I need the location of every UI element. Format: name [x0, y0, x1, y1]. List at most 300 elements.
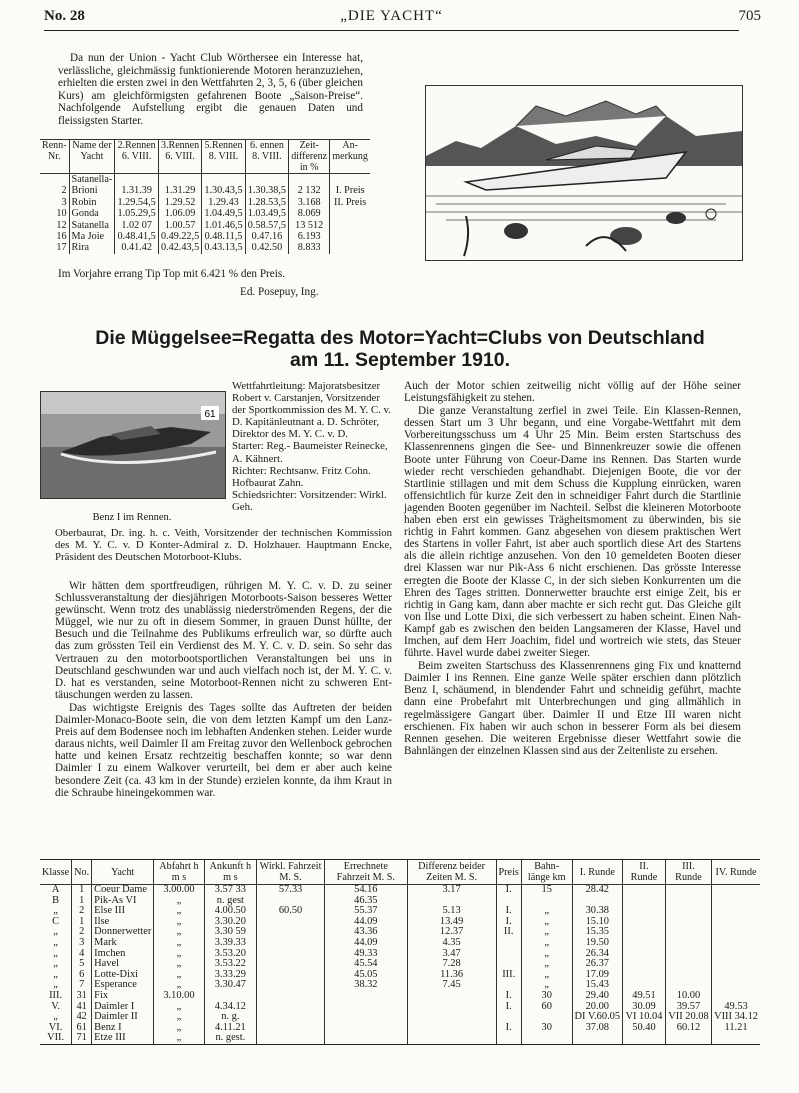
- table-cell: 1.03.49,5: [245, 208, 288, 219]
- table-cell: 0.42.50: [245, 242, 288, 253]
- table-cell: I.: [496, 1002, 521, 1013]
- table-cell: [712, 938, 760, 949]
- season-prize-table: [40, 139, 370, 254]
- table-cell: II. Preis: [330, 197, 370, 208]
- table-cell: 0.41.42: [115, 242, 158, 253]
- table-cell: „: [154, 959, 204, 970]
- table-cell: [665, 927, 711, 938]
- column-header: Name der Yacht: [69, 140, 115, 174]
- column-header: Bahn-länge km: [521, 860, 572, 885]
- column-header: II. Runde: [623, 860, 666, 885]
- table-cell: 7.45: [407, 980, 496, 991]
- table-cell: [330, 208, 370, 219]
- table-cell: 43.36: [324, 927, 407, 938]
- table-cell: [289, 174, 330, 186]
- table-cell: 10.00: [665, 991, 711, 1002]
- table-cell: [712, 1033, 760, 1044]
- table-row: [40, 1033, 760, 1044]
- table-cell: [257, 1023, 325, 1034]
- table-cell: [712, 906, 760, 917]
- table-cell: [257, 980, 325, 991]
- table-cell: „: [53, 1011, 58, 1023]
- table-cell: Satanella: [69, 220, 115, 231]
- table-cell: 8.069: [289, 208, 330, 219]
- table-cell: VII 20.08: [665, 1012, 711, 1023]
- table-cell: „: [154, 927, 204, 938]
- table-cell: „: [154, 970, 204, 981]
- table-cell: 26.37: [572, 959, 623, 970]
- paragraph: Auch der Motor schien zeitweilig nicht völlig auf der Höhe seiner Leistungsfähigkeit zu stehen.: [404, 380, 741, 405]
- table-cell: [623, 970, 666, 981]
- table-cell: [572, 1033, 623, 1044]
- table-cell: 3: [61, 196, 67, 208]
- table-cell: „: [154, 896, 204, 907]
- table-cell: Ma Joie: [69, 231, 115, 242]
- table-cell: 41: [72, 1002, 92, 1013]
- table-row: [40, 1023, 760, 1034]
- table-cell: „: [521, 938, 572, 949]
- page-number: 705: [738, 8, 761, 24]
- table-cell: „: [154, 917, 204, 928]
- table-cell: 0.48.41,5: [115, 231, 158, 242]
- table-cell: [665, 896, 711, 907]
- column-header: Ankunft h m s: [204, 860, 257, 885]
- table-cell: Donnerwetter: [92, 927, 154, 938]
- table-cell: 4.34.12: [204, 1002, 257, 1013]
- table-cell: [712, 927, 760, 938]
- table-cell: Daimler II: [92, 1012, 154, 1023]
- table-cell: [257, 917, 325, 928]
- table-cell: [330, 242, 370, 253]
- table-cell: [324, 1002, 407, 1013]
- table-row: [40, 949, 760, 960]
- table-cell: [324, 1012, 407, 1023]
- table-cell: 1.02 07: [115, 220, 158, 231]
- column-header: Errechnete Fahrzeit M. S.: [324, 860, 407, 885]
- table-cell: Fix: [92, 991, 154, 1002]
- committee-block: [232, 380, 392, 513]
- table-row: [40, 927, 760, 938]
- column-header: Renn-Nr.: [40, 140, 69, 174]
- table-cell: 60.50: [257, 906, 325, 917]
- table-cell: [204, 991, 257, 1002]
- table-cell: 46.35: [324, 896, 407, 907]
- table-cell: 42: [72, 1012, 92, 1023]
- table-cell: 30.38: [572, 906, 623, 917]
- table-cell: [623, 896, 666, 907]
- table-cell: 10: [56, 208, 67, 220]
- table-cell: [665, 949, 711, 960]
- table-cell: „: [521, 927, 572, 938]
- table-row: [40, 220, 370, 231]
- table-cell: 1: [72, 917, 92, 928]
- table-cell: [202, 174, 245, 186]
- table-cell: [623, 917, 666, 928]
- table-cell: DI V.60.05: [572, 1012, 623, 1023]
- table-cell: [407, 1012, 496, 1023]
- table-cell: [665, 885, 711, 896]
- paragraph: Die ganze Veranstaltung zerfiel in zwei Teile. Ein Klassen-Rennen, dessen Start um 3 Uhr begann, und eine Vorgabe-Wettfahrt mit dem Vorbereitungsschuss um 4 Uhr 25 Min. Beim ersten Startschuss des Klassenrennens gingen die See- und Binnenkreuzer sowie die offenen Boote unter Führung von Coeur-Dame ins Rennen. Das Starten wurde wieder recht verschieden gehandhabt. Diejenigen Boote, die vor der Startlinie stillagen und mit dem Schuss die Kupplung einrücken, waren offensichtlich für kurze Zeit den in schneidiger Fahrt durch die Startlinie jagenden Booten gegenüber im Nachteil. Selbst die kleineren Motorboote haben eben erst ein gewisses Trägheitsmoment zu überwinden, bis sie richtig in Fahrt kommen. Ganz abgesehen von diesem praktischen Wert des Startens in voller Fahrt, ist aber auch sportlich diese Art des Startens als die allein richtige anzusehen. Von den 10 gemeldeten Booten dieser drei Klassen war nur Pik-Ass 6 nicht erschienen. Das grösste Interesse erregten die Boote der Klasse C, in der sich sieben Konkurrenten um die Ehren des Tages stritten. Donnerwetter brauchte erst einige Zeit, bis er richtig in Gang kam, dann aber machte er sich recht gut. Das Gleiche gilt von Ilse und Lotte Dixi, die sich verbessert zu haben scheint. Einen Nah-Kampf gab es zwischen den beiden Langsameren der Klasse, Havel und Imchen, auf dem Herr Joachim, fidel und wortreich wie stets, das Steuer führte. Havel wurde dabei zweiter Sieger.: [404, 405, 741, 660]
- table-cell: 1.29.54,5: [115, 197, 158, 208]
- table-cell: 1.31.39: [115, 185, 158, 196]
- table-cell: 7.28: [407, 959, 496, 970]
- table-cell: [712, 991, 760, 1002]
- table-row: [40, 197, 370, 208]
- table-cell: I.: [496, 917, 521, 928]
- column-header: 6. ennen 8. VIII.: [245, 140, 288, 174]
- table-cell: [665, 938, 711, 949]
- table-cell: [712, 959, 760, 970]
- table-row: [40, 970, 760, 981]
- table-cell: 29.40: [572, 991, 623, 1002]
- table-cell: 3.57 33: [204, 885, 257, 896]
- column-header: I. Runde: [572, 860, 623, 885]
- table-cell: 12.37: [407, 927, 496, 938]
- column-header: An-merkung: [330, 140, 370, 174]
- table-cell: [623, 927, 666, 938]
- committee-starter: Starter: Reg.- Baumeister Reinecke, A. Kähnert.: [232, 440, 388, 465]
- table-cell: [623, 906, 666, 917]
- table-cell: VI 10.04: [623, 1012, 666, 1023]
- table-cell: „: [53, 968, 58, 980]
- table-cell: 1.31.29: [158, 185, 201, 196]
- table-header-row: [40, 140, 370, 174]
- table-cell: 28.42: [572, 885, 623, 896]
- table-cell: 2: [61, 185, 67, 197]
- table-row: [40, 174, 370, 186]
- table-header-row: [40, 860, 760, 885]
- table-cell: [407, 1002, 496, 1013]
- table-cell: 15.43: [572, 980, 623, 991]
- table-cell: 5.13: [407, 906, 496, 917]
- table-cell: [257, 1012, 325, 1023]
- table-cell: 61: [72, 1023, 92, 1034]
- table-cell: 0.58.57,5: [245, 220, 288, 231]
- table-cell: Rira: [69, 242, 115, 253]
- table-cell: [257, 938, 325, 949]
- table-row: [40, 991, 760, 1002]
- author-signature: Ed. Posepuy, Ing.: [240, 286, 319, 298]
- table-cell: [623, 1033, 666, 1044]
- article-column-2: [404, 380, 741, 758]
- table-cell: 1: [72, 885, 92, 896]
- table-footnote: Im Vorjahre errang Tip Top mit 6.421 % den Preis.: [58, 268, 285, 280]
- table-cell: 3.47: [407, 949, 496, 960]
- table-cell: [40, 174, 69, 186]
- table-cell: [330, 231, 370, 242]
- table-cell: 1: [72, 896, 92, 907]
- table-cell: 3.30 59: [204, 927, 257, 938]
- table-cell: „: [53, 958, 58, 970]
- table-cell: n. gest: [204, 896, 257, 907]
- table-cell: 44.09: [324, 917, 407, 928]
- committee-continued: Oberbaurat, Dr. ing. h. c. Veith, Vorsitzender der technischen Kommission des M. Y. C. v. D Konter-Admiral z. D. Holzhauer. Hauptmann Encke, Präsident des Deutschen Motorboot-Klubs.: [55, 527, 392, 564]
- table-cell: 3.30.20: [204, 917, 257, 928]
- table-cell: „: [154, 980, 204, 991]
- table-cell: „: [53, 926, 58, 938]
- column-header: 5.Rennen 8. VIII.: [202, 140, 245, 174]
- page-header: [44, 8, 761, 31]
- table-cell: 3.53.22: [204, 959, 257, 970]
- race-photo: [40, 391, 226, 499]
- table-cell: „: [154, 1023, 204, 1034]
- table-cell: [115, 174, 158, 186]
- title-line-2: am 11. September 1910.: [289, 349, 511, 371]
- table-cell: 60: [521, 1002, 572, 1013]
- table-cell: „: [521, 917, 572, 928]
- photo-boat-number: 61: [204, 409, 216, 420]
- table-cell: VI.: [48, 1021, 63, 1033]
- table-cell: 57.33: [257, 885, 325, 896]
- table-row: [40, 959, 760, 970]
- table-cell: 7: [72, 980, 92, 991]
- table-cell: „: [521, 980, 572, 991]
- title-line-1: Die Müggelsee=Regatta des Motor=Yacht=Clubs von Deutschland: [95, 327, 705, 349]
- table-cell: „: [154, 1012, 204, 1023]
- table-cell: A: [51, 884, 60, 895]
- table-cell: 2 132: [289, 185, 330, 196]
- paragraph: Beim zweiten Startschuss des Klassenrennens ging Fix und knatternd Daimler I ins Rennen. Eine ganze Weile später erschien dann plötzlich Benz I, schäumend, in blendender Fahrt und schneidig geführt, machte dann eine Probefahrt mit Unterbrechungen und ging allmählich in regelmässigere Gangart über. Daimler II und Etze III waren nicht erschienen. Fix haben wir auch schon in besserer Form als bei diesem Rennen gesehen. Die weiteren Ergebnisse dieser Wettfahrt sowie die Bahnlängen der einzelnen Klassen sind aus der Zeitenliste zu ersehen.: [404, 660, 741, 757]
- table-cell: 60.12: [665, 1023, 711, 1034]
- table-cell: 1.05.29,5: [115, 208, 158, 219]
- column-header: IV. Runde: [712, 860, 760, 885]
- table-cell: 11.36: [407, 970, 496, 981]
- table-cell: 1.28.53,5: [245, 197, 288, 208]
- table-cell: [712, 885, 760, 896]
- column-header: 3.Rennen 6. VIII.: [158, 140, 201, 174]
- table-cell: 3.39.33: [204, 938, 257, 949]
- table-cell: Robin: [69, 197, 115, 208]
- table-cell: 54.16: [324, 885, 407, 896]
- table-cell: [712, 917, 760, 928]
- table-cell: Benz I: [92, 1023, 154, 1034]
- table-cell: III.: [496, 970, 521, 981]
- table-cell: „: [154, 1002, 204, 1013]
- table-cell: Lotte-Dixi: [92, 970, 154, 981]
- table-cell: VIII 34.12: [712, 1012, 760, 1023]
- table-cell: [330, 174, 370, 186]
- table-cell: 38.32: [324, 980, 407, 991]
- race-results-table: [40, 859, 760, 1045]
- table-row: [40, 938, 760, 949]
- table-cell: 3.53.20: [204, 949, 257, 960]
- table-cell: 12: [56, 219, 67, 231]
- table-cell: 1.00.57: [158, 220, 201, 231]
- table-row: [40, 185, 370, 196]
- table-row: [40, 208, 370, 219]
- table-cell: [257, 1033, 325, 1044]
- column-header: Zeit-differenz in %: [289, 140, 330, 174]
- table-cell: Etze III: [92, 1033, 154, 1044]
- table-cell: 2: [72, 906, 92, 917]
- table-cell: III.: [49, 989, 63, 1001]
- table-cell: 15.10: [572, 917, 623, 928]
- table-cell: 3.168: [289, 197, 330, 208]
- table-cell: 3.30.47: [204, 980, 257, 991]
- article-title: [40, 327, 760, 371]
- table-cell: 1.01.46,5: [202, 220, 245, 231]
- table-cell: I.: [496, 991, 521, 1002]
- table-cell: 1.30.43,5: [202, 185, 245, 196]
- table-cell: 30.09: [623, 1002, 666, 1013]
- table-cell: 16: [56, 231, 67, 243]
- table-cell: [245, 174, 288, 186]
- table-cell: I.: [496, 885, 521, 896]
- table-cell: 3.10.00: [154, 991, 204, 1002]
- table-cell: V.: [51, 1000, 60, 1012]
- table-cell: „: [521, 959, 572, 970]
- table-cell: Daimler I: [92, 1002, 154, 1013]
- table-cell: n. g.: [204, 1012, 257, 1023]
- paragraph: Das wichtigste Ereignis des Tages sollte das Auftreten der beiden Daimler-Monaco-Boote sein, die von dem letzten Kampf um den Lanz-Preis auf dem Bodensee noch im lebhaften Andenken stehen. Leider wurde daraus nichts, weil Daimler II am Freitag zuvor den Wellenbock gebrochen hatte und keinen Ersatz rechtzeitig beschaffen konnte; so war denn Daimler I zu einem Walkover verurteilt, bei dem er aber auch keine besondere Zeit (ca. 43 km in der Stunde) erzielen konnte, da ihm Kraut in die Schraube hineingekommen war.: [55, 701, 392, 799]
- table-cell: 49.33: [324, 949, 407, 960]
- table-cell: 13.49: [407, 917, 496, 928]
- photo-image: [41, 392, 225, 498]
- table-cell: [623, 885, 666, 896]
- table-cell: Ilse: [92, 917, 154, 928]
- table-cell: 30: [521, 1023, 572, 1034]
- table-cell: 55.37: [324, 906, 407, 917]
- table-cell: [257, 927, 325, 938]
- table-cell: Pik-As VI: [92, 896, 154, 907]
- table-cell: 17: [56, 242, 67, 254]
- table-cell: 0.47.16: [245, 231, 288, 242]
- column-header: Differenz beider Zeiten M. S.: [407, 860, 496, 885]
- table-cell: 5: [72, 959, 92, 970]
- column-header: III. Runde: [665, 860, 711, 885]
- table-cell: Satanella-: [69, 174, 115, 186]
- intro-paragraph: Da nun der Union - Yacht Club Wörthersee ein Interesse hat, verlässliche, gleichmässig funktionierende Motoren heranzuziehen, erhielten die ersten zwei in den Wettfahrten 2, 3, 5, 6 (über gleichen Kurs) am gleichförmigsten gefahrenen Boote „Saison-Preise“. Nachfolgende Aufstellung ergibt die genauen Daten und fleissigsten Starter.: [58, 52, 363, 127]
- table-cell: [665, 906, 711, 917]
- article-column-1: [55, 580, 392, 800]
- table-cell: „: [521, 949, 572, 960]
- table-cell: 15.35: [572, 927, 623, 938]
- table-cell: 4.35: [407, 938, 496, 949]
- table-cell: 1.06.09: [158, 208, 201, 219]
- table-cell: 13 512: [289, 220, 330, 231]
- table-cell: B: [52, 894, 60, 906]
- table-cell: Else III: [92, 906, 154, 917]
- table-cell: [257, 970, 325, 981]
- table-cell: Mark: [92, 938, 154, 949]
- table-cell: „: [53, 947, 58, 959]
- table-cell: [324, 1023, 407, 1034]
- table-row: [40, 231, 370, 242]
- column-header: Abfahrt h m s: [154, 860, 204, 885]
- table-cell: 45.05: [324, 970, 407, 981]
- table-cell: „: [154, 1033, 204, 1044]
- table-cell: [407, 1033, 496, 1044]
- table-cell: [158, 174, 201, 186]
- table-cell: [665, 1033, 711, 1044]
- table-row: [40, 242, 370, 253]
- table-cell: 6.193: [289, 231, 330, 242]
- table-cell: 49.53: [712, 1002, 760, 1013]
- column-header: Klasse: [40, 860, 72, 885]
- table-cell: 39.57: [665, 1002, 711, 1013]
- boat-fish-illustration: [425, 85, 743, 261]
- issue-number: No. 28: [44, 8, 85, 24]
- table-cell: VII.: [47, 1032, 65, 1044]
- table-cell: [257, 1002, 325, 1013]
- table-row: [40, 906, 760, 917]
- table-cell: 6: [72, 970, 92, 981]
- table-cell: Gonda: [69, 208, 115, 219]
- table-cell: „: [53, 905, 58, 917]
- table-cell: 26.34: [572, 949, 623, 960]
- table-row: [40, 885, 760, 896]
- table-cell: 31: [72, 991, 92, 1002]
- column-header: No.: [72, 860, 92, 885]
- table-cell: [324, 991, 407, 1002]
- table-cell: [521, 1033, 572, 1044]
- table-cell: 4: [72, 949, 92, 960]
- table-cell: 45.54: [324, 959, 407, 970]
- table-cell: [665, 959, 711, 970]
- table-cell: 1.04.49,5: [202, 208, 245, 219]
- table-cell: „: [154, 949, 204, 960]
- table-cell: Havel: [92, 959, 154, 970]
- table-cell: „: [53, 979, 58, 991]
- table-cell: „: [154, 906, 204, 917]
- table-cell: 1.29.52: [158, 197, 201, 208]
- table-cell: I. Preis: [330, 185, 370, 196]
- table-cell: 37.08: [572, 1023, 623, 1034]
- table-cell: 11.21: [712, 1023, 760, 1034]
- table-cell: 8.833: [289, 242, 330, 253]
- table-cell: 15: [521, 885, 572, 896]
- table-cell: 0.43.13,5: [202, 242, 245, 253]
- table-cell: [407, 1023, 496, 1034]
- committee-arbitrators: Schiedsrichter: Vorsitzender: Wirkl. Geh.: [232, 488, 387, 513]
- illustration-drawing: [426, 86, 742, 260]
- table-cell: Esperance: [92, 980, 154, 991]
- column-header: Preis: [496, 860, 521, 885]
- table-cell: [712, 970, 760, 981]
- table-cell: I.: [496, 906, 521, 917]
- table-cell: 1.29.43: [202, 197, 245, 208]
- table-cell: 0.48.11,5: [202, 231, 245, 242]
- paragraph: Wir hätten dem sportfreudigen, rührigen M. Y. C. v. D. zu seiner Schlussveranstaltung der diesjährigen Motorboots-Saison besseres Wetter gewünscht. Wenn trotz des unablässig niederströmenden Regens, der die Müggel, wie nur zu oft in diesem Sommer, in grauen Dunst hüllte, der Besuch und die Teilnahme des Publikums erfreulich war, so dürfte auch das zum grössten Teil ein Verdienst des M. Y. C. v. D. sein. So sehr das Vertrauen zu den motorbootsportlichen Veranstaltungen bei uns in Deutschland geschwunden war und auch vielfach noch ist, der M. Y. C. v. D. hat es verstanden, seine Motorboot-Rennen nicht zu schweren Ent-täuschungen werden zu lassen.: [55, 580, 392, 701]
- table-cell: [496, 938, 521, 949]
- table-cell: 3.33.29: [204, 970, 257, 981]
- table-cell: [496, 1033, 521, 1044]
- table-cell: „: [521, 970, 572, 981]
- photo-caption: Benz I im Rennen.: [92, 512, 172, 523]
- table-cell: 2: [72, 927, 92, 938]
- table-row: [40, 896, 760, 907]
- table-cell: 44.09: [324, 938, 407, 949]
- table-cell: [496, 949, 521, 960]
- committee-race-management: Wettfahrtleitung: Majoratsbesitzer Robert v. Carstanjen, Vorsitzender der Sportkommission des M. Y. C. v. D. Kapitänleutnant a. D. Schröter, Direktor des M. Y. C. v. D.: [232, 380, 391, 441]
- table-cell: n. gest.: [204, 1033, 257, 1044]
- table-cell: II.: [496, 927, 521, 938]
- table-cell: 17.09: [572, 970, 623, 981]
- table-cell: Imchen: [92, 949, 154, 960]
- table-cell: 71: [72, 1033, 92, 1044]
- table-cell: [330, 220, 370, 231]
- column-header: Yacht: [92, 860, 154, 885]
- table-cell: [665, 970, 711, 981]
- table-cell: [712, 896, 760, 907]
- table-cell: Brioni: [69, 185, 115, 196]
- table-cell: „: [521, 906, 572, 917]
- table-cell: [257, 959, 325, 970]
- table-cell: 3.17: [407, 885, 496, 896]
- table-cell: [623, 949, 666, 960]
- table-cell: Coeur Dame: [92, 885, 154, 896]
- table-cell: [712, 980, 760, 991]
